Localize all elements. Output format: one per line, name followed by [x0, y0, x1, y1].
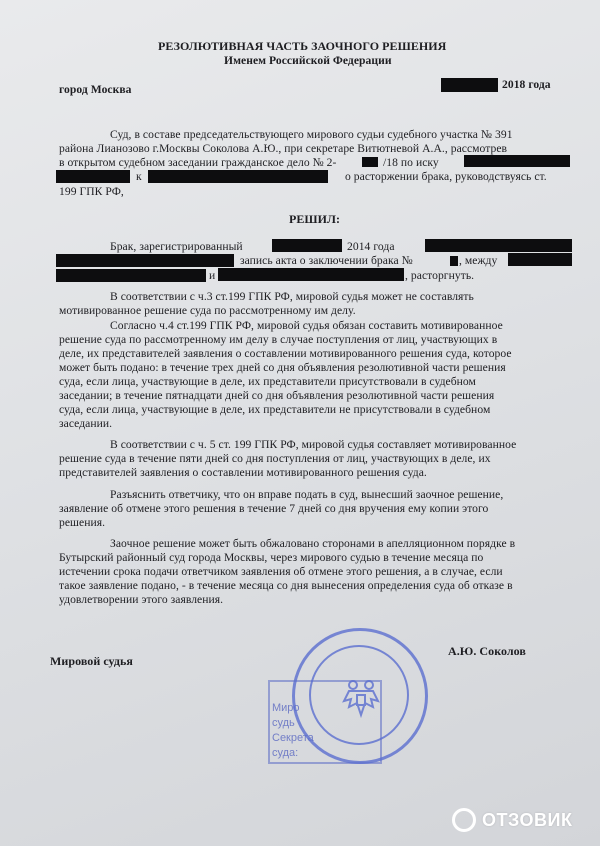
signature-name: А.Ю. Соколов	[448, 644, 526, 658]
decision-p8-line-5: удовлетворении этого заявления.	[59, 593, 224, 606]
decision-p6-line-1: В соответствии с ч. 5 ст. 199 ГПК РФ, мировой судья составляет мотивированное	[110, 438, 517, 451]
decision-p5-line-6: заседании; в течение пятнадцати дней со дня объявления резолютивной части решения	[59, 389, 495, 402]
watermark-text: ОТЗОВИК	[482, 810, 573, 830]
redacted-plaintiff-name-2	[56, 170, 130, 183]
stamp-fragment-3: Секрета	[272, 732, 314, 744]
intro-line-1: Суд, в составе председательствующего мирового судьи судебного участка № 391	[110, 128, 513, 141]
otzovik-logo-icon	[452, 808, 476, 832]
decision-p5-line-8: заседании.	[59, 417, 113, 430]
city-label: город Москва	[59, 83, 132, 96]
decision-p5-line-7: суда, если лица, участвующие в деле, их представители не присутствовали в судебном	[59, 403, 491, 416]
court-seal-inner-ring	[309, 645, 409, 745]
redacted-registry-office	[425, 239, 572, 252]
decision-p4-line-1: В соответствии с ч.3 ст.199 ГПК РФ, мировой судья может не составлять	[110, 290, 474, 303]
redacted-defendant-name	[148, 170, 328, 183]
document-title: РЕЗОЛЮТИВНАЯ ЧАСТЬ ЗАОЧНОГО РЕШЕНИЯ	[158, 39, 447, 53]
decision-p8-line-4: такое заявление подано, - в течение месяца со дня вынесения определения суда об отказе в	[59, 579, 513, 592]
decision-p2b: , между	[459, 254, 498, 267]
redacted-case-number	[362, 157, 378, 167]
decision-p7-line-2: заявление об отмене этого решения в течение 7 дней со дня вручения ему копии этого	[59, 502, 489, 515]
decision-p4-line-2: мотивированное решение суда по рассмотренному им делу.	[59, 304, 356, 317]
decision-p5-line-2: решение суда по рассмотренному им делу в случае поступления от лиц, участвующих в	[59, 333, 498, 346]
document-subtitle: Именем Российской Федерации	[224, 54, 392, 67]
redacted-date	[441, 78, 498, 92]
redacted-record-number	[450, 256, 458, 266]
decision-p5-line-1: Согласно ч.4 ст.199 ГПК РФ, мировой судья обязан составить мотивированное	[110, 319, 503, 332]
redacted-registration-date	[272, 239, 342, 252]
decision-p5-line-5: суда, если лица, участвующие в деле, их представители присутствовали в судебном	[59, 375, 476, 388]
redacted-spouse-2	[218, 268, 404, 281]
decision-p5-line-4: может быть подано: в течение трех дней со дня объявления резолютивной части решения	[59, 361, 506, 374]
stamp-fragment-4: суда:	[272, 747, 299, 759]
redacted-plaintiff-name	[464, 155, 570, 167]
redacted-registry-office-2	[56, 254, 234, 267]
stamp-fragment-1: Миро	[272, 702, 300, 714]
intro-line-2: района Лианозово г.Москвы Соколова А.Ю., при секретаре Витютневой А.А., рассмотрев	[59, 142, 508, 155]
intro-line-3: в открытом судебном заседании гражданское дело № 2-	[59, 156, 337, 169]
intro-line-5: 199 ГПК РФ,	[59, 185, 124, 198]
decision-p1a: Брак, зарегистрированный	[110, 240, 243, 253]
double-headed-eagle-icon	[341, 675, 381, 721]
date-year: 2018 года	[502, 78, 551, 91]
decision-p1b: 2014 года	[347, 240, 395, 253]
decision-p7-line-3: решения.	[59, 516, 106, 529]
decision-p8-line-3: истечении срока подачи ответчиком заявления об отмене этого решения, а в случае, если	[59, 565, 503, 578]
decision-p3a: и	[209, 269, 216, 282]
court-seal-stamp	[292, 628, 428, 764]
intro-line-4a: к	[136, 170, 142, 183]
decision-p3b: , расторгнуть.	[405, 269, 475, 282]
decision-p2: запись акта о заключении брака №	[240, 254, 413, 267]
decision-p5-line-3: деле, их представителей заявления о составлении мотивированного решения суда, которое	[59, 347, 512, 360]
signature-role: Мировой судья	[50, 654, 133, 668]
stamp-fragment-2: судь	[272, 717, 295, 729]
intro-line-4b: о расторжении брака, руководствуясь ст.	[345, 170, 547, 183]
decision-p8-line-1: Заочное решение может быть обжаловано сторонами в апелляционном порядке в	[110, 537, 516, 550]
decision-p6-line-2: решение суда в течение пяти дней со дня поступления от лиц, участвующих в деле, их	[59, 452, 491, 465]
decision-heading: РЕШИЛ:	[289, 212, 341, 226]
decision-p8-line-2: Бутырский районный суд города Москвы, через мирового судью в течение месяца по	[59, 551, 484, 564]
redacted-spouse-1b	[56, 269, 206, 282]
decision-p6-line-3: представителей заявления о составлении мотивированного решения суда.	[59, 466, 427, 479]
decision-p7-line-1: Разъяснить ответчику, что он вправе подать в суд, вынесший заочное решение,	[110, 488, 504, 501]
intro-line-3b: /18 по иску	[383, 156, 439, 169]
redacted-spouse-1	[508, 253, 572, 266]
